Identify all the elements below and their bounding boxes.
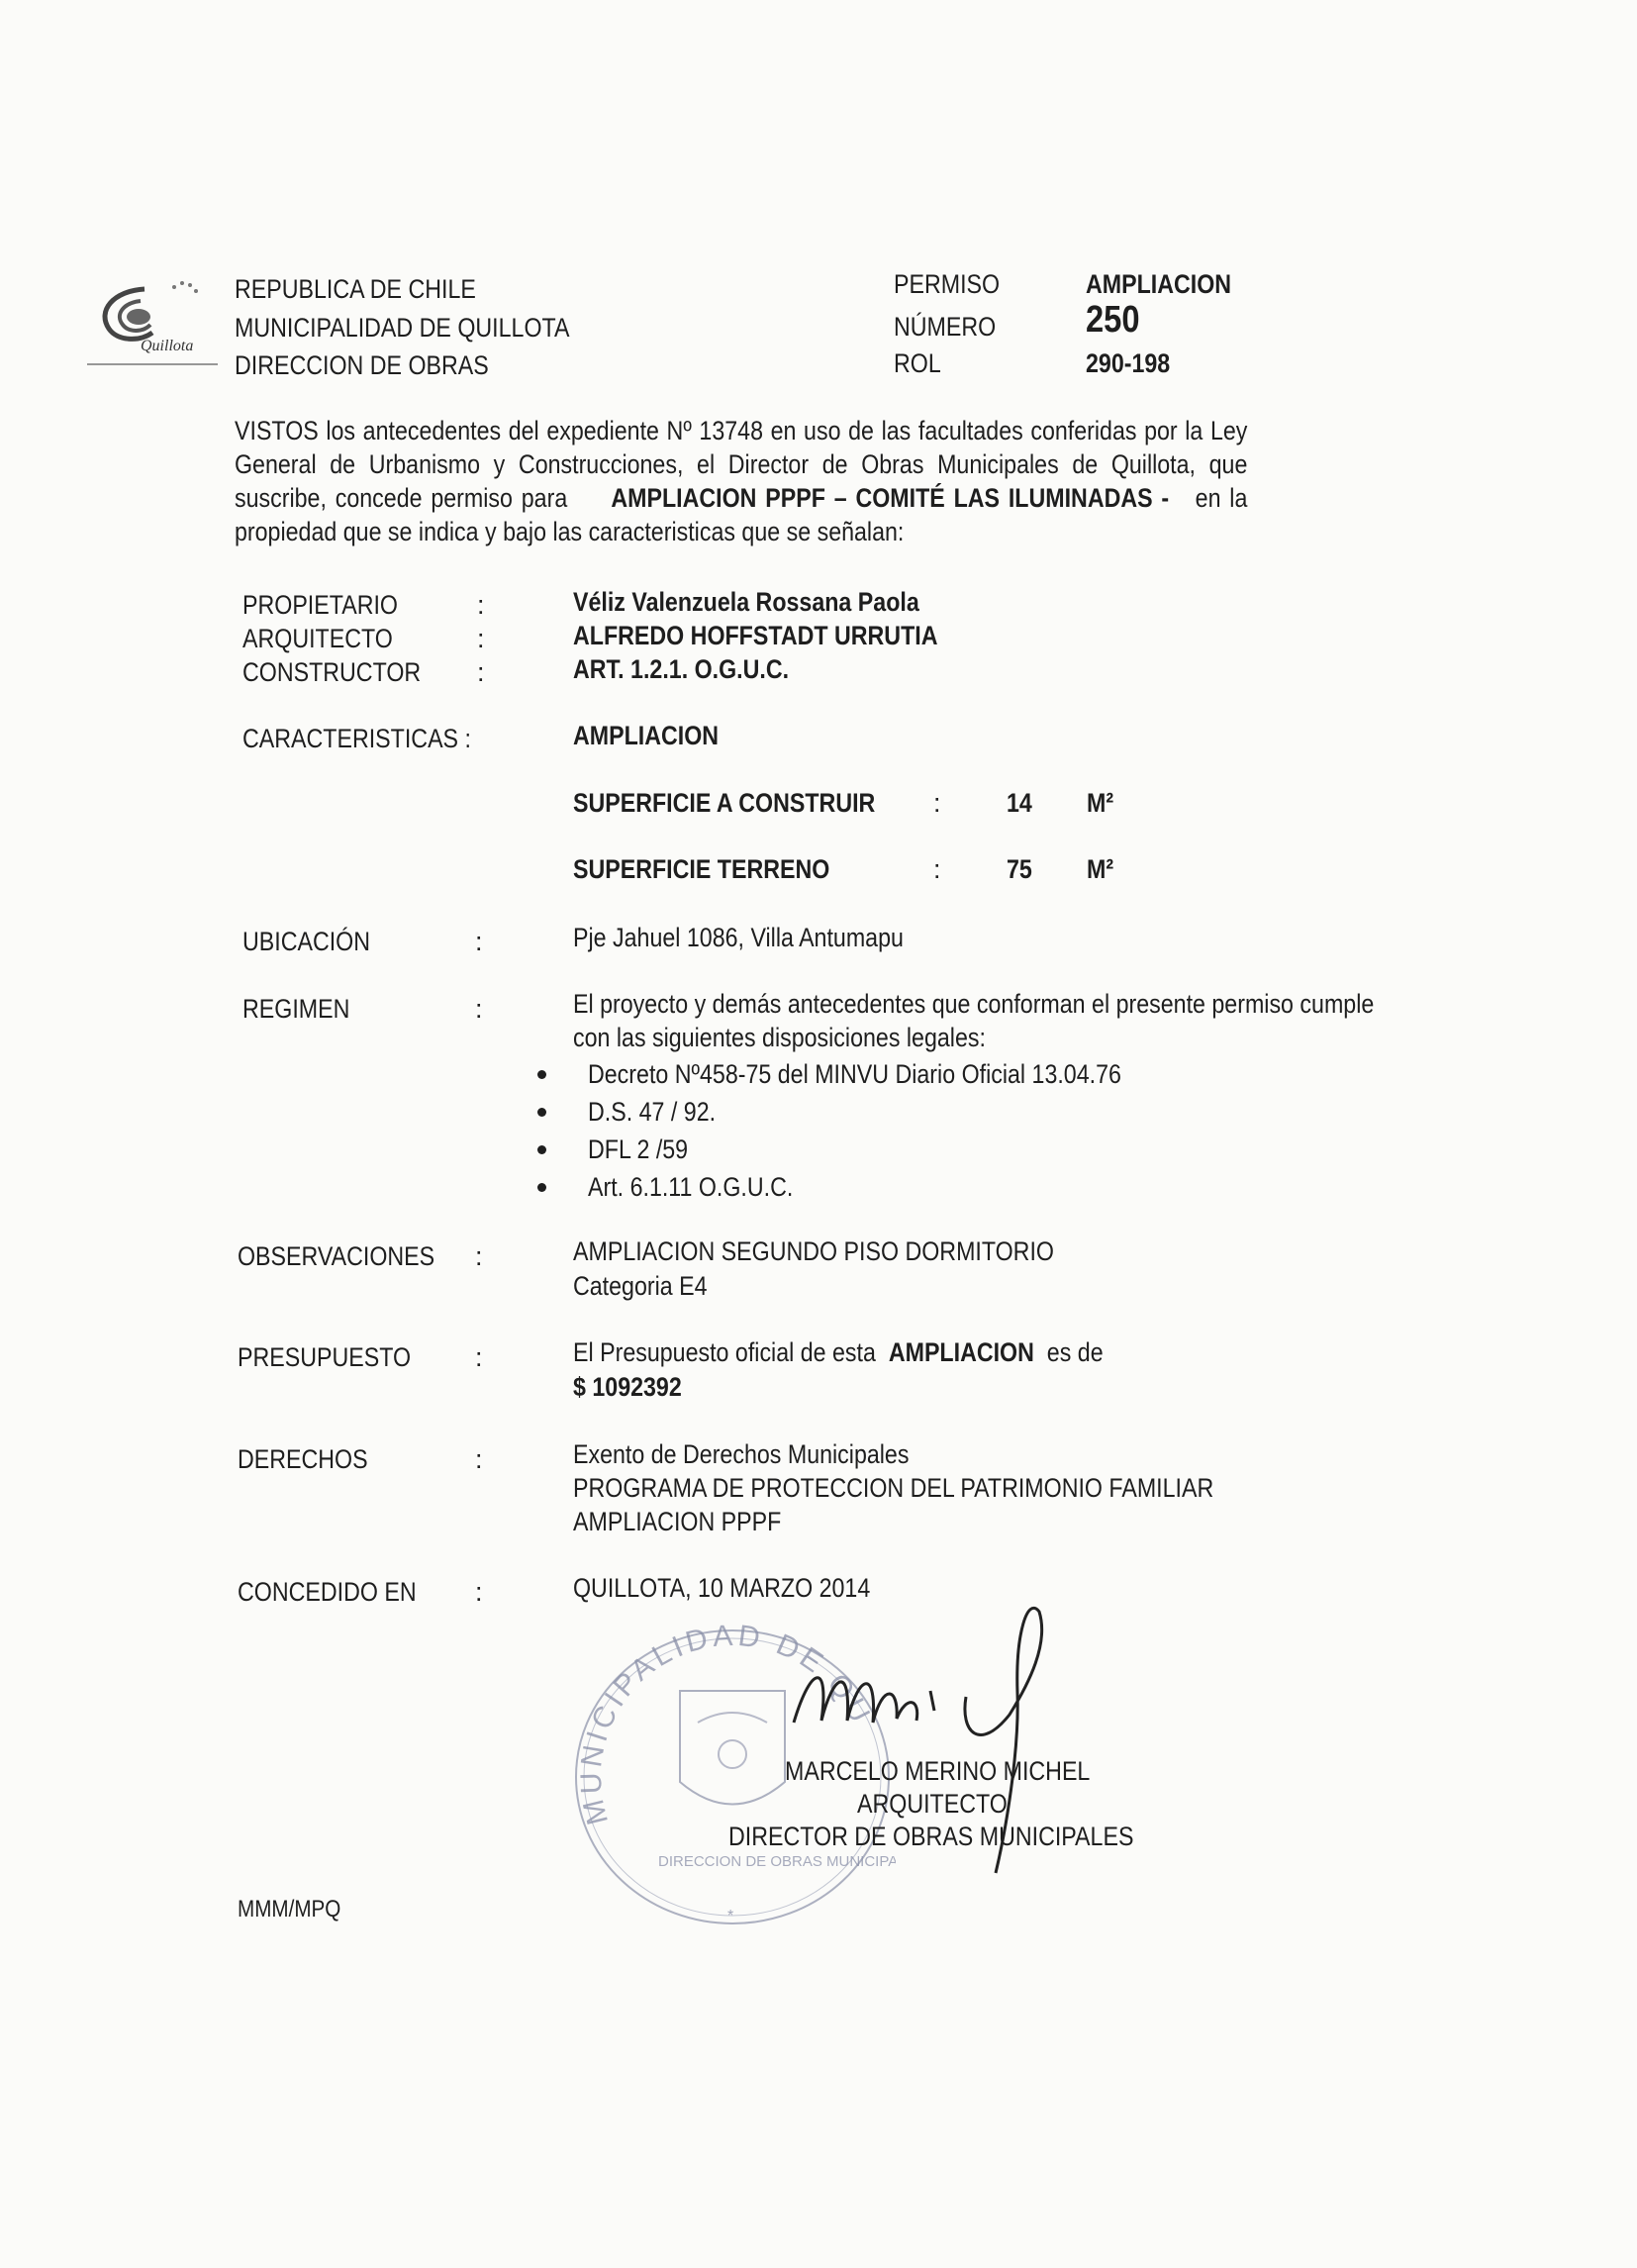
intro-part-2: en la propiedad que se indica y bajo las caracteristicas que se señalan: — [235, 483, 1248, 546]
svg-text:MUNICIPALIDAD DE QUILLOTA: MUNICIPALIDAD DE QU — [574, 1624, 878, 1828]
bullet-dot — [537, 1183, 546, 1192]
swirl-logo-icon — [83, 267, 222, 376]
header-line-1: REPUBLICA DE CHILE — [235, 274, 476, 304]
regimen-colon: : — [475, 994, 483, 1024]
rol-label: ROL — [894, 348, 941, 378]
derechos-colon: : — [475, 1444, 483, 1474]
propietario-colon: : — [477, 590, 485, 620]
bullet-dot — [537, 1108, 546, 1117]
presupuesto-colon: : — [475, 1342, 483, 1372]
presupuesto-bold: AMPLIACION — [888, 1337, 1034, 1367]
regimen-item-4: Art. 6.1.11 O.G.U.C. — [588, 1172, 794, 1202]
presupuesto-text: El Presupuesto oficial de esta — [573, 1337, 876, 1367]
regimen-line-2: con las siguientes disposiciones legales: — [573, 1023, 986, 1052]
sup-construir-unit: M² — [1087, 788, 1114, 818]
sup-terreno-unit: M² — [1087, 854, 1114, 884]
caracteristicas-value: AMPLIACION — [573, 721, 720, 750]
svg-text:DIRECCION DE OBRAS MUNICIPALES: DIRECCION DE OBRAS MUNICIPA — [658, 1853, 896, 1870]
concedido-label: CONCEDIDO EN — [238, 1577, 417, 1607]
sup-construir-colon: : — [933, 788, 941, 818]
observaciones-line-1: AMPLIACION SEGUNDO PISO DORMITORIO — [573, 1236, 1054, 1266]
presupuesto-label: PRESUPUESTO — [238, 1342, 412, 1372]
rol-value: 290-198 — [1086, 348, 1171, 378]
ubicacion-colon: : — [475, 927, 483, 956]
regimen-item-1: Decreto Nº458-75 del MINVU Diario Oficial 13.04.76 — [588, 1059, 1121, 1089]
regimen-label: REGIMEN — [242, 994, 350, 1024]
constructor-value: ART. 1.2.1. O.G.U.C. — [573, 654, 790, 684]
derechos-line-3: AMPLIACION PPPF — [573, 1507, 782, 1536]
propietario-value: Véliz Valenzuela Rossana Paola — [573, 587, 919, 617]
ubicacion-value: Pje Jahuel 1086, Villa Antumapu — [573, 923, 904, 952]
permiso-value: AMPLIACION — [1086, 269, 1232, 299]
constructor-colon: : — [477, 657, 485, 687]
svg-text:*: * — [727, 1908, 734, 1924]
signer-title-2: DIRECTOR DE OBRAS MUNICIPALES — [728, 1822, 1134, 1851]
intro-project: AMPLIACION PPPF – COMITÉ LAS ILUMINADAS - — [611, 483, 1170, 513]
numero-label: NÚMERO — [894, 312, 997, 342]
caracteristicas-label: CARACTERISTICAS : — [242, 724, 471, 753]
bullet-dot — [537, 1145, 546, 1154]
regimen-line-1: El proyecto y demás antecedentes que conforman el presente permiso cumple — [573, 989, 1375, 1019]
regimen-item-3: DFL 2 /59 — [588, 1134, 689, 1164]
bullet-dot — [537, 1070, 546, 1079]
sup-construir-value: 14 — [1007, 788, 1032, 818]
permiso-label: PERMISO — [894, 269, 1001, 299]
numero-value: 250 — [1086, 299, 1140, 341]
constructor-label: CONSTRUCTOR — [242, 657, 422, 687]
derechos-line-1: Exento de Derechos Municipales — [573, 1439, 910, 1469]
sup-terreno-label: SUPERFICIE TERRENO — [573, 854, 830, 884]
municipal-logo — [83, 267, 222, 376]
propietario-label: PROPIETARIO — [242, 590, 398, 620]
concedido-value: QUILLOTA, 10 MARZO 2014 — [573, 1573, 871, 1603]
presupuesto-text-2: es de — [1046, 1337, 1104, 1367]
derechos-line-2: PROGRAMA DE PROTECCION DEL PATRIMONIO FAMILIAR — [573, 1473, 1214, 1503]
presupuesto-line — [573, 1335, 1104, 1369]
footer-initials: MMM/MPQ — [238, 1896, 341, 1923]
svg-text:Quillota: Quillota — [141, 338, 194, 354]
sup-terreno-colon: : — [933, 854, 941, 884]
regimen-item-2: D.S. 47 / 92. — [588, 1097, 717, 1127]
signer-title-1: ARQUITECTO — [857, 1789, 1008, 1819]
signer-name: MARCELO MERINO MICHEL — [785, 1756, 1091, 1786]
observaciones-line-2: Categoria E4 — [573, 1271, 708, 1301]
derechos-label: DERECHOS — [238, 1444, 368, 1474]
arquitecto-value: ALFREDO HOFFSTADT URRUTIA — [573, 621, 938, 650]
observaciones-label: OBSERVACIONES — [238, 1241, 435, 1271]
observaciones-colon: : — [475, 1241, 483, 1271]
arquitecto-label: ARQUITECTO — [242, 624, 393, 653]
header-line-3: DIRECCION DE OBRAS — [235, 350, 489, 380]
header-line-2: MUNICIPALIDAD DE QUILLOTA — [235, 313, 570, 343]
presupuesto-amount: $ 1092392 — [573, 1372, 682, 1402]
ubicacion-label: UBICACIÓN — [242, 927, 371, 956]
intro-paragraph — [235, 414, 1247, 548]
arquitecto-colon: : — [477, 624, 485, 653]
sup-terreno-value: 75 — [1007, 854, 1032, 884]
sup-construir-label: SUPERFICIE A CONSTRUIR — [573, 788, 876, 818]
intro-part-1: VISTOS los antecedentes del expediente Nº 13748 en uso de las facultades conferidas por la Ley General de Urbanismo y Construcciones, el Director de Obras Municipales de Quillota, que suscribe, concede permiso para — [235, 416, 1248, 513]
concedido-colon: : — [475, 1577, 483, 1607]
